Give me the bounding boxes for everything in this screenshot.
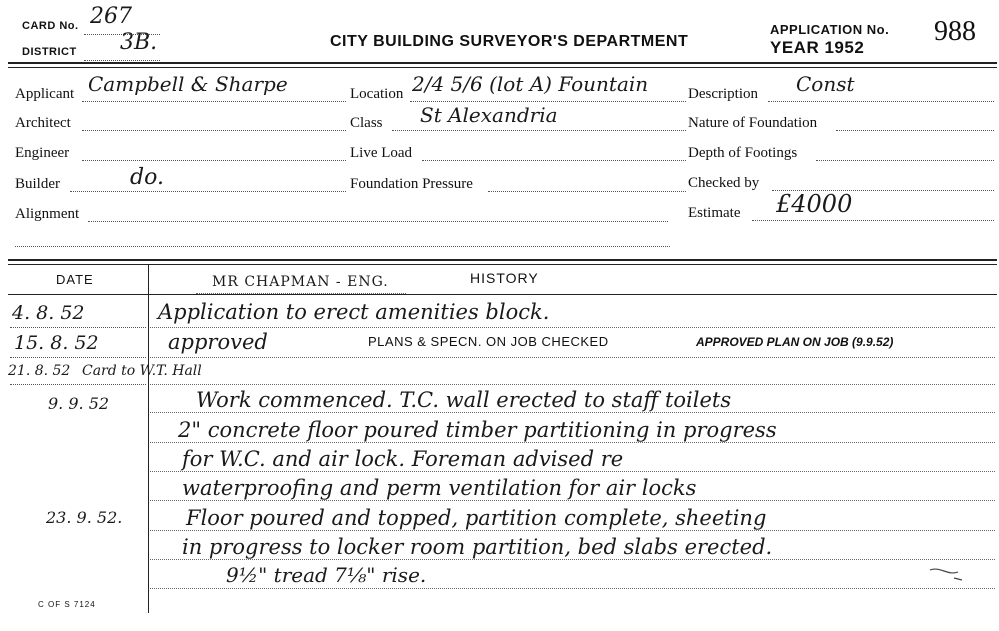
description-line xyxy=(768,101,994,102)
ruled-line xyxy=(150,471,995,472)
location-value: 2/4 5/6 (lot A) Fountain xyxy=(412,72,649,96)
ruled-line xyxy=(150,588,995,589)
class-value: St Alexandria xyxy=(420,103,558,127)
history-text: Application to erect amenities block. xyxy=(158,300,550,324)
approved-plan-note: APPROVED PLAN ON JOB (9.9.52) xyxy=(696,335,894,349)
applicant-value: Campbell & Sharpe xyxy=(88,72,288,96)
history-text: for W.C. and air lock. Foreman advised re xyxy=(182,447,624,471)
application-label: APPLICATION No. xyxy=(770,22,890,37)
engineer-note-underline xyxy=(196,293,406,294)
ruled-line xyxy=(150,559,995,560)
history-date: 23. 9. 52. xyxy=(46,508,123,527)
history-header-rule xyxy=(8,294,997,295)
ruled-line xyxy=(150,530,995,531)
alignment-label: Alignment xyxy=(15,206,80,222)
live-load-line xyxy=(422,160,686,161)
architect-label: Architect xyxy=(15,115,71,131)
ruled-line xyxy=(150,357,995,358)
history-text: Card to W.T. Hall xyxy=(82,363,202,379)
estimate-value: £4000 xyxy=(776,190,853,218)
date-ruled-line xyxy=(10,327,146,328)
applicant-line xyxy=(82,101,346,102)
ruled-line xyxy=(150,500,995,501)
builder-label: Builder xyxy=(15,176,60,192)
history-text: 9½" tread 7⅛" rise. xyxy=(226,563,427,587)
history-date: 4. 8. 52 xyxy=(12,302,85,324)
history-text: approved xyxy=(168,330,268,354)
live-load-label: Live Load xyxy=(350,145,413,161)
alignment-line-2 xyxy=(15,246,670,247)
district-value: 3B. xyxy=(120,30,158,55)
date-header: DATE xyxy=(56,272,94,287)
description-value: Const xyxy=(796,72,855,96)
form-code: C OF S 7124 xyxy=(38,600,96,609)
nature-line xyxy=(836,130,994,131)
depth-line xyxy=(816,160,994,161)
engineer-label: Engineer xyxy=(15,145,70,161)
nature-label: Nature of Foundation xyxy=(688,115,818,131)
estimate-label: Estimate xyxy=(688,205,741,221)
pencil-mark-icon xyxy=(928,562,968,584)
checked-label: Checked by xyxy=(688,175,760,191)
engineer-note: MR CHAPMAN - ENG. xyxy=(212,274,389,290)
district-line xyxy=(84,60,160,61)
engineer-line xyxy=(82,160,346,161)
history-date: 9. 9. 52 xyxy=(48,394,110,413)
history-text: waterproofing and perm ventilation for air locks xyxy=(182,476,697,500)
application-number: 988 xyxy=(934,16,976,47)
foundation-pressure-label: Foundation Pressure xyxy=(350,176,473,192)
district-label: DISTRICT xyxy=(22,46,77,58)
foundation-pressure-line xyxy=(488,191,686,192)
ruled-line xyxy=(150,384,995,385)
history-text: Work commenced. T.C. wall erected to staff toilets xyxy=(196,388,732,412)
class-label: Class xyxy=(350,115,383,131)
plans-checked-stamp: PLANS & SPECN. ON JOB CHECKED xyxy=(368,334,609,349)
history-text: in progress to locker room partition, bed slabs erected. xyxy=(182,535,773,559)
builder-value: do. xyxy=(130,165,164,190)
architect-line xyxy=(82,130,346,131)
date-ruled-line xyxy=(10,357,146,358)
header-rule xyxy=(8,62,997,64)
date-ruled-line xyxy=(10,384,146,385)
location-line xyxy=(410,101,686,102)
applicant-label: Applicant xyxy=(15,86,75,102)
history-date: 21. 8. 52 xyxy=(8,363,71,379)
description-label: Description xyxy=(688,86,758,102)
history-text: 2" concrete floor poured timber partitioning in progress xyxy=(178,418,777,442)
history-date: 15. 8. 52 xyxy=(14,332,99,354)
year-label: YEAR 1952 xyxy=(770,38,865,57)
card-no-label: CARD No. xyxy=(22,20,79,32)
builder-line xyxy=(70,191,346,192)
department-title: CITY BUILDING SURVEYOR'S DEPARTMENT xyxy=(330,33,689,50)
ruled-line xyxy=(150,327,995,328)
header-rule-thin xyxy=(8,67,997,68)
ruled-line xyxy=(150,442,995,443)
history-text: Floor poured and topped, partition complete, sheeting xyxy=(186,506,767,530)
history-header: HISTORY xyxy=(470,270,539,286)
history-rule-top xyxy=(8,259,997,261)
alignment-line xyxy=(88,221,668,222)
depth-label: Depth of Footings xyxy=(688,145,798,161)
date-column-divider xyxy=(148,265,149,613)
ruled-line xyxy=(150,412,995,413)
location-label: Location xyxy=(350,86,404,102)
class-line xyxy=(392,130,686,131)
estimate-line xyxy=(752,220,994,221)
history-rule-top-thin xyxy=(8,264,997,265)
card-no-value: 267 xyxy=(90,4,132,29)
